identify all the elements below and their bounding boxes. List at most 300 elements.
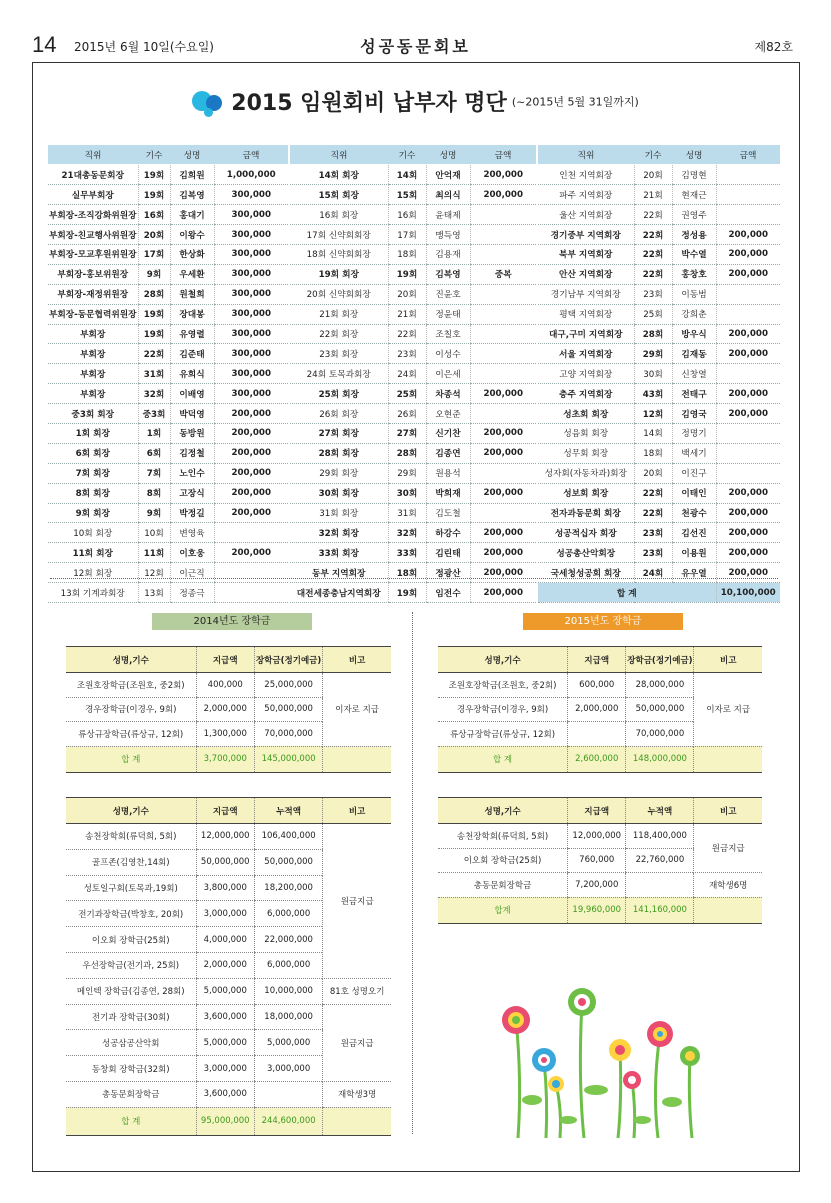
amount-cell [214, 583, 288, 603]
name-cell: 류상규장학금(류상규, 12회) [66, 722, 196, 747]
col-header: 지급액 [196, 647, 255, 673]
class-year-cell: 31회 [388, 503, 426, 523]
dues-row [290, 344, 536, 364]
name-cell: 전태구 [672, 384, 716, 404]
dues-row [290, 244, 536, 264]
class-year-cell: 10회 [138, 523, 170, 543]
dues-row [290, 225, 536, 245]
dues-row [538, 185, 780, 205]
sum-row [438, 897, 762, 924]
class-year-cell: 23회 [634, 543, 672, 563]
name-cell: 진윤호 [426, 284, 470, 304]
name-cell: 홍대기 [170, 205, 214, 225]
name-cell: 고장식 [170, 483, 214, 503]
position-cell: 부회장-친교행사위원장 [48, 225, 138, 245]
col-header: 비고 [694, 647, 762, 673]
dues-row [290, 205, 536, 225]
name-cell: 총동문회장학금 [66, 1081, 196, 1107]
class-year-cell: 16회 [138, 205, 170, 225]
class-year-cell: 14회 [634, 423, 672, 443]
paid-cell [568, 722, 626, 747]
paid-cell: 5,000,000 [196, 1030, 255, 1056]
total-amount: 10,100,000 [716, 583, 780, 603]
amount-cell [716, 205, 780, 225]
col-header: 누적액 [626, 798, 694, 824]
total-cell: 50,000,000 [255, 697, 323, 722]
position-cell: 25회 회장 [290, 384, 388, 404]
name-cell: 차종석 [426, 384, 470, 404]
class-year-cell: 18회 [388, 563, 426, 583]
total-cell: 6,000,000 [255, 952, 323, 978]
total-cell: 18,000,000 [255, 1004, 323, 1030]
dues-row [538, 463, 780, 483]
name-cell: 정종극 [170, 583, 214, 603]
name-cell: 김준태 [170, 344, 214, 364]
dues-row [48, 483, 288, 503]
name-cell: 이호웅 [170, 543, 214, 563]
name-cell: 장대봉 [170, 304, 214, 324]
dues-row [538, 483, 780, 503]
dues-row [48, 264, 288, 284]
paid-cell: 3,000,000 [196, 901, 255, 927]
position-cell: 19회 회장 [290, 264, 388, 284]
dues-row [290, 503, 536, 523]
name-cell: 경우장학금(이경우, 9회) [438, 697, 568, 722]
dues-row [48, 185, 288, 205]
total-cell: 3,000,000 [255, 1056, 323, 1082]
name-cell: 동방원 [170, 423, 214, 443]
sum-cell: 19,960,000 [568, 897, 626, 924]
name-cell: 성토일구회(토목과,19회) [66, 875, 196, 901]
total-cell: 70,000,000 [626, 722, 694, 747]
scholarship-2015-payout-table [438, 797, 762, 924]
amount-cell: 200,000 [470, 523, 536, 543]
amount-cell [716, 185, 780, 205]
position-cell: 경기남부 지역회장 [538, 284, 634, 304]
name-cell: 박정길 [170, 503, 214, 523]
dues-row [538, 503, 780, 523]
name-cell: 신창열 [672, 364, 716, 384]
paid-cell: 3,800,000 [196, 875, 255, 901]
name-cell: 정윤태 [426, 304, 470, 324]
amount-cell: 200,000 [470, 583, 536, 603]
name-cell: 송천장학회(류덕희, 5회) [438, 824, 568, 849]
dues-row [538, 324, 780, 344]
name-cell: 원용석 [426, 463, 470, 483]
dues-header-row [290, 145, 536, 165]
class-year-cell: 14회 [388, 165, 426, 185]
amount-cell: 200,000 [470, 384, 536, 404]
sum-cell [323, 746, 391, 773]
note-cell: 재학생3명 [323, 1081, 391, 1107]
class-year-cell: 19회 [138, 165, 170, 185]
amount-cell: 200,000 [214, 543, 288, 563]
class-year-cell: 43회 [634, 384, 672, 404]
class-year-cell: 12회 [138, 563, 170, 583]
amount-cell: 200,000 [470, 443, 536, 463]
name-cell: 김명현 [672, 165, 716, 185]
dues-row [290, 563, 536, 583]
class-year-cell: 15회 [388, 185, 426, 205]
amount-cell: 300,000 [214, 225, 288, 245]
amount-cell [214, 523, 288, 543]
position-cell: 20회 신약회회장 [290, 284, 388, 304]
name-cell: 방우식 [672, 324, 716, 344]
amount-cell: 300,000 [214, 304, 288, 324]
sum-cell [694, 746, 762, 773]
amount-cell: 200,000 [470, 165, 536, 185]
sum-cell: 합 계 [66, 746, 196, 773]
issue-number: 제82호 [754, 40, 793, 54]
class-year-cell: 19회 [388, 264, 426, 284]
table-row [66, 673, 391, 698]
name-cell: 김희원 [170, 165, 214, 185]
class-year-cell: 17회 [138, 244, 170, 264]
scholarship-2014-payout-table [66, 797, 391, 1136]
dues-row [290, 483, 536, 503]
amount-cell: 200,000 [716, 244, 780, 264]
section-divider [50, 578, 778, 579]
name-cell: 이오회 장학금(25회) [438, 848, 568, 873]
position-cell: 파주 지역회장 [538, 185, 634, 205]
amount-cell: 200,000 [214, 483, 288, 503]
table-row [438, 873, 762, 898]
col-header: 성명,기수 [438, 647, 568, 673]
col-header: 성명,기수 [66, 647, 196, 673]
position-cell: 부회장-동문협력위원장 [48, 304, 138, 324]
sum-cell: 2,600,000 [568, 746, 626, 773]
sum-row [66, 746, 391, 773]
class-year-cell: 20회 [388, 284, 426, 304]
class-year-cell: 22회 [634, 264, 672, 284]
paid-cell: 12,000,000 [196, 824, 255, 850]
class-year-cell: 22회 [634, 503, 672, 523]
name-cell: 신기찬 [426, 423, 470, 443]
class-year-cell: 22회 [138, 344, 170, 364]
amount-cell: 200,000 [214, 423, 288, 443]
dues-row [48, 583, 288, 603]
position-cell: 21대총동문회장 [48, 165, 138, 185]
paid-cell: 2,000,000 [568, 697, 626, 722]
dues-header-row [538, 145, 780, 165]
amount-cell [716, 165, 780, 185]
position-cell: 성공적십자 회장 [538, 523, 634, 543]
class-year-cell: 30회 [388, 483, 426, 503]
dues-table-1 [48, 145, 288, 603]
class-year-cell: 24회 [388, 364, 426, 384]
name-cell: 메인텍 장학금(김종연, 28회) [66, 978, 196, 1004]
dues-row [290, 523, 536, 543]
sum-cell: 3,700,000 [196, 746, 255, 773]
dues-row [538, 563, 780, 583]
total-cell [255, 1081, 323, 1107]
amount-cell: 200,000 [470, 483, 536, 503]
sum-cell: 합계 [438, 897, 568, 924]
total-cell: 22,000,000 [255, 927, 323, 953]
name-cell: 경우장학금(이경우, 9회) [66, 697, 196, 722]
amount-cell [470, 364, 536, 384]
col-header: 직위 [538, 145, 634, 165]
table-header-row [438, 798, 762, 824]
position-cell: 부회장 [48, 384, 138, 404]
dues-total-row [538, 583, 780, 603]
dues-row [48, 205, 288, 225]
dues-row [290, 185, 536, 205]
class-year-cell: 22회 [634, 483, 672, 503]
amount-cell [716, 423, 780, 443]
position-cell: 11회 회장 [48, 543, 138, 563]
dues-row [538, 364, 780, 384]
name-cell: 안억재 [426, 165, 470, 185]
badge-2015: 2015년도 장학금 [523, 613, 683, 630]
sum-cell: 합 계 [66, 1107, 196, 1135]
position-cell: 10회 회장 [48, 523, 138, 543]
dues-row [538, 423, 780, 443]
table-header-row [438, 647, 762, 673]
class-year-cell: 8회 [138, 483, 170, 503]
name-cell: 맹득영 [426, 225, 470, 245]
name-cell: 성공삼공산악회 [66, 1030, 196, 1056]
name-cell: 전기과장학금(박창호, 20회) [66, 901, 196, 927]
sum-cell: 95,000,000 [196, 1107, 255, 1135]
dues-row [48, 165, 288, 185]
name-cell: 김린태 [426, 543, 470, 563]
position-cell: 국세청성공회 회장 [538, 563, 634, 583]
position-cell: 부회장 [48, 344, 138, 364]
name-cell: 우세환 [170, 264, 214, 284]
newspaper-title: 성공동문회보 [360, 37, 471, 56]
class-year-cell: 23회 [388, 344, 426, 364]
paid-cell: 4,000,000 [196, 927, 255, 953]
dues-table-3 [538, 145, 780, 603]
dues-row [290, 284, 536, 304]
name-cell: 유영렬 [170, 324, 214, 344]
col-header: 장학금(정기예금) [626, 647, 694, 673]
total-cell: 50,000,000 [626, 697, 694, 722]
amount-cell [214, 563, 288, 583]
paid-cell: 3,000,000 [196, 1056, 255, 1082]
name-cell: 이성수 [426, 344, 470, 364]
name-cell: 윤태제 [426, 205, 470, 225]
col-header: 성명,기수 [66, 798, 196, 824]
paid-cell: 1,300,000 [196, 722, 255, 747]
name-cell: 변영육 [170, 523, 214, 543]
paid-cell: 3,600,000 [196, 1004, 255, 1030]
position-cell: 16회 회장 [290, 205, 388, 225]
dues-table-2 [290, 145, 536, 603]
dues-row [538, 304, 780, 324]
table-row [66, 1081, 391, 1107]
class-year-cell: 33회 [388, 543, 426, 563]
name-cell: 우선장학금(전기과, 25회) [66, 952, 196, 978]
dues-row [538, 404, 780, 424]
class-year-cell: 11회 [138, 543, 170, 563]
col-header: 직위 [48, 145, 138, 165]
page-header [0, 0, 831, 62]
position-cell: 부회장-조직강화위원장 [48, 205, 138, 225]
name-cell: 조칠호 [426, 324, 470, 344]
class-year-cell: 16회 [388, 205, 426, 225]
page-number: 14 [32, 32, 57, 57]
name-cell: 이근직 [170, 563, 214, 583]
col-header: 장학금(정기예금) [255, 647, 323, 673]
class-year-cell: 19회 [138, 185, 170, 205]
name-cell: 김정철 [170, 443, 214, 463]
name-cell: 김복영 [426, 264, 470, 284]
position-cell: 부회장-모교후원위원장 [48, 244, 138, 264]
name-cell: 이은세 [426, 364, 470, 384]
amount-cell: 200,000 [214, 463, 288, 483]
scholarship-2015-deposit-table [438, 646, 762, 773]
position-cell: 성자회(자동차과)회장 [538, 463, 634, 483]
paid-cell: 760,000 [568, 848, 626, 873]
col-header: 성명 [426, 145, 470, 165]
name-cell: 임전수 [426, 583, 470, 603]
amount-cell: 300,000 [214, 284, 288, 304]
name-cell: 홍창호 [672, 264, 716, 284]
amount-cell: 200,000 [716, 563, 780, 583]
sum-cell: 145,000,000 [255, 746, 323, 773]
position-cell: 울산 지역회장 [538, 205, 634, 225]
class-year-cell: 19회 [138, 324, 170, 344]
class-year-cell: 18회 [634, 443, 672, 463]
total-cell: 5,000,000 [255, 1030, 323, 1056]
amount-cell: 300,000 [214, 324, 288, 344]
dues-row [290, 304, 536, 324]
col-header: 성명 [672, 145, 716, 165]
name-cell: 이오회 장학금(25회) [66, 927, 196, 953]
paid-cell: 2,000,000 [196, 952, 255, 978]
amount-cell [716, 463, 780, 483]
amount-cell: 200,000 [716, 523, 780, 543]
col-header: 지급액 [196, 798, 255, 824]
name-cell: 하강수 [426, 523, 470, 543]
name-cell: 이태인 [672, 483, 716, 503]
dues-row [48, 463, 288, 483]
dues-header-row [48, 145, 288, 165]
position-cell: 24회 토목과회장 [290, 364, 388, 384]
col-header: 기수 [138, 145, 170, 165]
position-cell: 충주 지역회장 [538, 384, 634, 404]
amount-cell: 300,000 [214, 244, 288, 264]
class-year-cell: 21회 [388, 304, 426, 324]
dues-row [48, 563, 288, 583]
sum-cell [694, 897, 762, 924]
dues-row [48, 503, 288, 523]
name-cell: 정명기 [672, 423, 716, 443]
name-cell: 박수열 [672, 244, 716, 264]
dues-row [538, 165, 780, 185]
amount-cell: 1,000,000 [214, 165, 288, 185]
paid-cell: 12,000,000 [568, 824, 626, 849]
col-header: 금액 [716, 145, 780, 165]
dues-row [48, 284, 288, 304]
total-cell: 70,000,000 [255, 722, 323, 747]
table-row [66, 1004, 391, 1030]
name-cell: 천광수 [672, 503, 716, 523]
amount-cell: 300,000 [214, 205, 288, 225]
position-cell: 8회 회장 [48, 483, 138, 503]
name-cell: 김용재 [426, 244, 470, 264]
name-cell: 한상화 [170, 244, 214, 264]
class-year-cell: 22회 [634, 244, 672, 264]
table-header-row [66, 798, 391, 824]
position-cell: 15회 회장 [290, 185, 388, 205]
col-header: 기수 [388, 145, 426, 165]
total-cell: 18,200,000 [255, 875, 323, 901]
dues-row [48, 225, 288, 245]
position-cell: 고양 지역회장 [538, 364, 634, 384]
name-cell: 김복영 [170, 185, 214, 205]
amount-cell: 200,000 [716, 404, 780, 424]
col-header: 비고 [323, 647, 391, 673]
position-cell: 22회 회장 [290, 324, 388, 344]
name-cell: 이왕수 [170, 225, 214, 245]
paid-cell: 50,000,000 [196, 849, 255, 875]
name-cell: 최의식 [426, 185, 470, 205]
name-cell: 원철희 [170, 284, 214, 304]
class-year-cell: 29회 [388, 463, 426, 483]
name-cell: 오현준 [426, 404, 470, 424]
name-cell: 총동문회장학금 [438, 873, 568, 898]
dues-row [290, 423, 536, 443]
position-cell: 9회 회장 [48, 503, 138, 523]
class-year-cell: 30회 [634, 364, 672, 384]
position-cell: 북부 지역회장 [538, 244, 634, 264]
name-cell: 이배영 [170, 384, 214, 404]
amount-cell [470, 205, 536, 225]
dues-row [48, 423, 288, 443]
class-year-cell: 29회 [634, 344, 672, 364]
amount-cell: 200,000 [716, 264, 780, 284]
class-year-cell: 1회 [138, 423, 170, 443]
column-divider [412, 612, 413, 1134]
name-cell: 김재동 [672, 344, 716, 364]
amount-cell: 200,000 [716, 543, 780, 563]
name-cell: 박희재 [426, 483, 470, 503]
col-header: 지급액 [568, 647, 626, 673]
dues-row [538, 523, 780, 543]
amount-cell [470, 344, 536, 364]
position-cell: 동부 지역회장 [290, 563, 388, 583]
class-year-cell: 7회 [138, 463, 170, 483]
position-cell: 26회 회장 [290, 404, 388, 424]
table-row [66, 824, 391, 850]
position-cell: 21회 회장 [290, 304, 388, 324]
class-year-cell: 25회 [634, 304, 672, 324]
class-year-cell: 중3회 [138, 404, 170, 424]
class-year-cell: 28회 [138, 284, 170, 304]
name-cell: 김종연 [426, 443, 470, 463]
position-cell: 안산 지역회장 [538, 264, 634, 284]
class-year-cell: 23회 [634, 284, 672, 304]
dues-row [290, 443, 536, 463]
badge-2014: 2014년도 장학금 [152, 613, 312, 630]
position-cell: 33회 회장 [290, 543, 388, 563]
amount-cell [716, 443, 780, 463]
sum-cell: 244,600,000 [255, 1107, 323, 1135]
name-cell: 조원호장학금(조원호, 중2회) [66, 673, 196, 698]
total-cell [626, 873, 694, 898]
amount-cell: 200,000 [470, 543, 536, 563]
class-year-cell: 22회 [634, 205, 672, 225]
sum-cell: 141,160,000 [626, 897, 694, 924]
position-cell: 부회장 [48, 324, 138, 344]
class-year-cell: 9회 [138, 264, 170, 284]
dues-row [290, 264, 536, 284]
position-cell: 성초회 회장 [538, 404, 634, 424]
name-cell: 김선진 [672, 523, 716, 543]
